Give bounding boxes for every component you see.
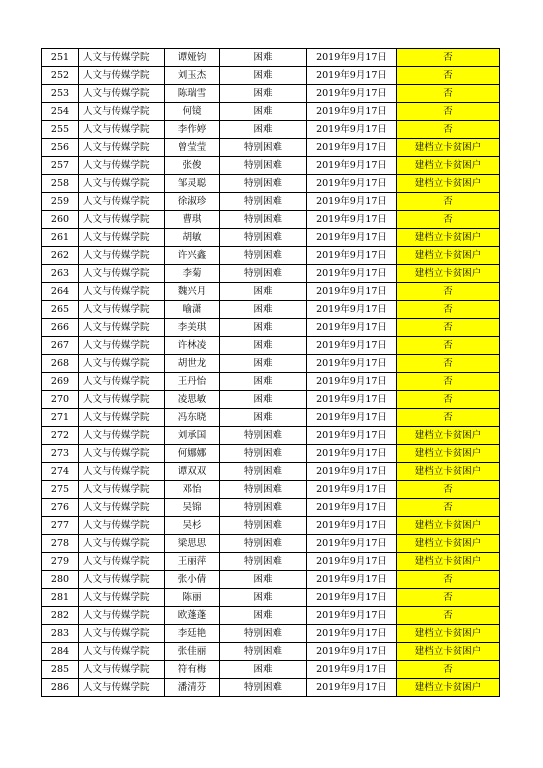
table-row <box>42 589 500 607</box>
date-cell: 2019年9月17日 <box>307 139 397 157</box>
difficulty-level-cell: 特别困难 <box>220 445 307 463</box>
college-cell: 人文与传媒学院 <box>79 679 165 697</box>
difficulty-level-cell: 困难 <box>220 319 307 337</box>
row-number-cell: 285 <box>42 661 79 679</box>
table-row <box>42 679 500 697</box>
table-row <box>42 427 500 445</box>
poverty-status-cell: 建档立卡贫困户 <box>397 427 500 445</box>
difficulty-level-cell: 特别困难 <box>220 553 307 571</box>
difficulty-level-cell: 特别困难 <box>220 625 307 643</box>
poverty-status-cell: 否 <box>397 481 500 499</box>
row-number-cell: 283 <box>42 625 79 643</box>
poverty-status-cell: 否 <box>397 607 500 625</box>
row-number-cell: 286 <box>42 679 79 697</box>
difficulty-level-cell: 困难 <box>220 409 307 427</box>
table-row <box>42 535 500 553</box>
difficulty-level-cell: 困难 <box>220 661 307 679</box>
poverty-status-cell: 否 <box>397 67 500 85</box>
row-number-cell: 277 <box>42 517 79 535</box>
table-row <box>42 607 500 625</box>
row-number-cell: 276 <box>42 499 79 517</box>
date-cell: 2019年9月17日 <box>307 589 397 607</box>
row-number-cell: 278 <box>42 535 79 553</box>
student-name-cell: 吴杉 <box>165 517 220 535</box>
college-cell: 人文与传媒学院 <box>79 139 165 157</box>
date-cell: 2019年9月17日 <box>307 679 397 697</box>
college-cell: 人文与传媒学院 <box>79 373 165 391</box>
poverty-status-cell: 建档立卡贫困户 <box>397 517 500 535</box>
college-cell: 人文与传媒学院 <box>79 625 165 643</box>
date-cell: 2019年9月17日 <box>307 49 397 67</box>
table-row <box>42 463 500 481</box>
college-cell: 人文与传媒学院 <box>79 229 165 247</box>
college-cell: 人文与传媒学院 <box>79 121 165 139</box>
difficulty-level-cell: 困难 <box>220 337 307 355</box>
table-row <box>42 409 500 427</box>
poverty-status-cell: 建档立卡贫困户 <box>397 625 500 643</box>
difficulty-level-cell: 困难 <box>220 49 307 67</box>
difficulty-level-cell: 特别困难 <box>220 517 307 535</box>
date-cell: 2019年9月17日 <box>307 319 397 337</box>
student-name-cell: 何镜 <box>165 103 220 121</box>
row-number-cell: 254 <box>42 103 79 121</box>
date-cell: 2019年9月17日 <box>307 463 397 481</box>
table-row <box>42 391 500 409</box>
college-cell: 人文与传媒学院 <box>79 157 165 175</box>
college-cell: 人文与传媒学院 <box>79 427 165 445</box>
date-cell: 2019年9月17日 <box>307 517 397 535</box>
table-row <box>42 193 500 211</box>
poverty-status-cell: 否 <box>397 499 500 517</box>
difficulty-level-cell: 困难 <box>220 373 307 391</box>
row-number-cell: 279 <box>42 553 79 571</box>
college-cell: 人文与传媒学院 <box>79 445 165 463</box>
poverty-status-cell: 否 <box>397 283 500 301</box>
student-name-cell: 魏兴月 <box>165 283 220 301</box>
college-cell: 人文与传媒学院 <box>79 283 165 301</box>
row-number-cell: 252 <box>42 67 79 85</box>
date-cell: 2019年9月17日 <box>307 229 397 247</box>
student-name-cell: 潘清芬 <box>165 679 220 697</box>
date-cell: 2019年9月17日 <box>307 283 397 301</box>
table-row <box>42 661 500 679</box>
date-cell: 2019年9月17日 <box>307 265 397 283</box>
table-row <box>42 625 500 643</box>
student-name-cell: 陈丽 <box>165 589 220 607</box>
college-cell: 人文与传媒学院 <box>79 643 165 661</box>
date-cell: 2019年9月17日 <box>307 121 397 139</box>
date-cell: 2019年9月17日 <box>307 553 397 571</box>
row-number-cell: 264 <box>42 283 79 301</box>
student-name-cell: 王丽萍 <box>165 553 220 571</box>
table-row <box>42 139 500 157</box>
date-cell: 2019年9月17日 <box>307 157 397 175</box>
poverty-status-cell: 否 <box>397 661 500 679</box>
student-aid-table <box>41 48 500 697</box>
college-cell: 人文与传媒学院 <box>79 535 165 553</box>
student-name-cell: 刘承国 <box>165 427 220 445</box>
row-number-cell: 274 <box>42 463 79 481</box>
student-name-cell: 王丹怡 <box>165 373 220 391</box>
student-name-cell: 徐淑珍 <box>165 193 220 211</box>
poverty-status-cell: 否 <box>397 571 500 589</box>
difficulty-level-cell: 特别困难 <box>220 211 307 229</box>
table-row <box>42 445 500 463</box>
student-name-cell: 胡世龙 <box>165 355 220 373</box>
row-number-cell: 260 <box>42 211 79 229</box>
row-number-cell: 257 <box>42 157 79 175</box>
poverty-status-cell: 建档立卡贫困户 <box>397 265 500 283</box>
date-cell: 2019年9月17日 <box>307 571 397 589</box>
difficulty-level-cell: 困难 <box>220 67 307 85</box>
student-name-cell: 凌思敏 <box>165 391 220 409</box>
difficulty-level-cell: 困难 <box>220 103 307 121</box>
difficulty-level-cell: 特别困难 <box>220 427 307 445</box>
table-row <box>42 283 500 301</box>
row-number-cell: 267 <box>42 337 79 355</box>
date-cell: 2019年9月17日 <box>307 301 397 319</box>
table-row <box>42 157 500 175</box>
row-number-cell: 258 <box>42 175 79 193</box>
table-row <box>42 103 500 121</box>
college-cell: 人文与传媒学院 <box>79 481 165 499</box>
difficulty-level-cell: 困难 <box>220 571 307 589</box>
table-row <box>42 481 500 499</box>
poverty-status-cell: 建档立卡贫困户 <box>397 175 500 193</box>
poverty-status-cell: 建档立卡贫困户 <box>397 247 500 265</box>
date-cell: 2019年9月17日 <box>307 337 397 355</box>
poverty-status-cell: 否 <box>397 355 500 373</box>
row-number-cell: 275 <box>42 481 79 499</box>
date-cell: 2019年9月17日 <box>307 499 397 517</box>
row-number-cell: 280 <box>42 571 79 589</box>
row-number-cell: 266 <box>42 319 79 337</box>
student-name-cell: 李菊 <box>165 265 220 283</box>
student-name-cell: 吴锦 <box>165 499 220 517</box>
table-row <box>42 229 500 247</box>
student-name-cell: 邓怡 <box>165 481 220 499</box>
difficulty-level-cell: 困难 <box>220 301 307 319</box>
difficulty-level-cell: 特别困难 <box>220 229 307 247</box>
table-body <box>42 49 500 697</box>
table-row <box>42 49 500 67</box>
table-row <box>42 301 500 319</box>
date-cell: 2019年9月17日 <box>307 625 397 643</box>
row-number-cell: 253 <box>42 85 79 103</box>
college-cell: 人文与传媒学院 <box>79 517 165 535</box>
difficulty-level-cell: 特别困难 <box>220 499 307 517</box>
date-cell: 2019年9月17日 <box>307 211 397 229</box>
poverty-status-cell: 否 <box>397 337 500 355</box>
student-name-cell: 刘玉杰 <box>165 67 220 85</box>
poverty-status-cell: 建档立卡贫困户 <box>397 157 500 175</box>
table-row <box>42 211 500 229</box>
student-name-cell: 曾莹莹 <box>165 139 220 157</box>
row-number-cell: 251 <box>42 49 79 67</box>
difficulty-level-cell: 特别困难 <box>220 193 307 211</box>
difficulty-level-cell: 特别困难 <box>220 463 307 481</box>
date-cell: 2019年9月17日 <box>307 445 397 463</box>
poverty-status-cell: 否 <box>397 409 500 427</box>
student-name-cell: 冯东晓 <box>165 409 220 427</box>
college-cell: 人文与传媒学院 <box>79 607 165 625</box>
poverty-status-cell: 否 <box>397 391 500 409</box>
row-number-cell: 284 <box>42 643 79 661</box>
college-cell: 人文与传媒学院 <box>79 661 165 679</box>
row-number-cell: 271 <box>42 409 79 427</box>
student-name-cell: 李作婷 <box>165 121 220 139</box>
poverty-status-cell: 建档立卡贫困户 <box>397 445 500 463</box>
student-name-cell: 谭娅钧 <box>165 49 220 67</box>
college-cell: 人文与传媒学院 <box>79 409 165 427</box>
difficulty-level-cell: 困难 <box>220 85 307 103</box>
date-cell: 2019年9月17日 <box>307 607 397 625</box>
table-row <box>42 85 500 103</box>
student-name-cell: 何娜娜 <box>165 445 220 463</box>
table-row <box>42 571 500 589</box>
difficulty-level-cell: 困难 <box>220 607 307 625</box>
date-cell: 2019年9月17日 <box>307 355 397 373</box>
student-name-cell: 曹琪 <box>165 211 220 229</box>
row-number-cell: 256 <box>42 139 79 157</box>
poverty-status-cell: 建档立卡贫困户 <box>397 535 500 553</box>
table-row <box>42 319 500 337</box>
table-row <box>42 373 500 391</box>
college-cell: 人文与传媒学院 <box>79 337 165 355</box>
student-name-cell: 喻潇 <box>165 301 220 319</box>
difficulty-level-cell: 特别困难 <box>220 139 307 157</box>
difficulty-level-cell: 特别困难 <box>220 535 307 553</box>
student-name-cell: 胡敏 <box>165 229 220 247</box>
poverty-status-cell: 建档立卡贫困户 <box>397 643 500 661</box>
poverty-status-cell: 否 <box>397 319 500 337</box>
row-number-cell: 273 <box>42 445 79 463</box>
date-cell: 2019年9月17日 <box>307 661 397 679</box>
date-cell: 2019年9月17日 <box>307 193 397 211</box>
college-cell: 人文与传媒学院 <box>79 301 165 319</box>
difficulty-level-cell: 特别困难 <box>220 157 307 175</box>
college-cell: 人文与传媒学院 <box>79 553 165 571</box>
table-row <box>42 337 500 355</box>
table-row <box>42 121 500 139</box>
difficulty-level-cell: 困难 <box>220 355 307 373</box>
poverty-status-cell: 建档立卡贫困户 <box>397 553 500 571</box>
student-name-cell: 邹灵聪 <box>165 175 220 193</box>
date-cell: 2019年9月17日 <box>307 103 397 121</box>
poverty-status-cell: 建档立卡贫困户 <box>397 139 500 157</box>
difficulty-level-cell: 困难 <box>220 283 307 301</box>
student-name-cell: 符有梅 <box>165 661 220 679</box>
poverty-status-cell: 否 <box>397 85 500 103</box>
difficulty-level-cell: 特别困难 <box>220 265 307 283</box>
table-row <box>42 517 500 535</box>
table-row <box>42 355 500 373</box>
college-cell: 人文与传媒学院 <box>79 499 165 517</box>
row-number-cell: 272 <box>42 427 79 445</box>
table-row <box>42 247 500 265</box>
date-cell: 2019年9月17日 <box>307 247 397 265</box>
row-number-cell: 263 <box>42 265 79 283</box>
difficulty-level-cell: 特别困难 <box>220 247 307 265</box>
college-cell: 人文与传媒学院 <box>79 175 165 193</box>
date-cell: 2019年9月17日 <box>307 67 397 85</box>
table-row <box>42 553 500 571</box>
date-cell: 2019年9月17日 <box>307 409 397 427</box>
table-row <box>42 499 500 517</box>
college-cell: 人文与传媒学院 <box>79 67 165 85</box>
college-cell: 人文与传媒学院 <box>79 589 165 607</box>
college-cell: 人文与传媒学院 <box>79 193 165 211</box>
student-name-cell: 欧蓬蓬 <box>165 607 220 625</box>
poverty-status-cell: 否 <box>397 211 500 229</box>
table-row <box>42 643 500 661</box>
difficulty-level-cell: 困难 <box>220 589 307 607</box>
poverty-status-cell: 否 <box>397 301 500 319</box>
row-number-cell: 262 <box>42 247 79 265</box>
college-cell: 人文与传媒学院 <box>79 265 165 283</box>
college-cell: 人文与传媒学院 <box>79 571 165 589</box>
college-cell: 人文与传媒学院 <box>79 247 165 265</box>
student-name-cell: 许林凌 <box>165 337 220 355</box>
college-cell: 人文与传媒学院 <box>79 319 165 337</box>
row-number-cell: 261 <box>42 229 79 247</box>
date-cell: 2019年9月17日 <box>307 535 397 553</box>
date-cell: 2019年9月17日 <box>307 85 397 103</box>
student-name-cell: 谭双双 <box>165 463 220 481</box>
student-name-cell: 张佳丽 <box>165 643 220 661</box>
row-number-cell: 255 <box>42 121 79 139</box>
college-cell: 人文与传媒学院 <box>79 211 165 229</box>
difficulty-level-cell: 困难 <box>220 391 307 409</box>
poverty-status-cell: 否 <box>397 373 500 391</box>
poverty-status-cell: 否 <box>397 193 500 211</box>
difficulty-level-cell: 特别困难 <box>220 481 307 499</box>
table-row <box>42 175 500 193</box>
difficulty-level-cell: 特别困难 <box>220 643 307 661</box>
date-cell: 2019年9月17日 <box>307 481 397 499</box>
date-cell: 2019年9月17日 <box>307 373 397 391</box>
college-cell: 人文与传媒学院 <box>79 463 165 481</box>
date-cell: 2019年9月17日 <box>307 175 397 193</box>
college-cell: 人文与传媒学院 <box>79 85 165 103</box>
row-number-cell: 269 <box>42 373 79 391</box>
row-number-cell: 268 <box>42 355 79 373</box>
difficulty-level-cell: 困难 <box>220 121 307 139</box>
student-name-cell: 梁思思 <box>165 535 220 553</box>
difficulty-level-cell: 特别困难 <box>220 175 307 193</box>
date-cell: 2019年9月17日 <box>307 643 397 661</box>
difficulty-level-cell: 特别困难 <box>220 679 307 697</box>
college-cell: 人文与传媒学院 <box>79 103 165 121</box>
poverty-status-cell: 建档立卡贫困户 <box>397 679 500 697</box>
student-name-cell: 陈瑞雪 <box>165 85 220 103</box>
student-name-cell: 李廷艳 <box>165 625 220 643</box>
poverty-status-cell: 建档立卡贫困户 <box>397 229 500 247</box>
poverty-status-cell: 否 <box>397 121 500 139</box>
poverty-status-cell: 否 <box>397 589 500 607</box>
college-cell: 人文与传媒学院 <box>79 391 165 409</box>
table-row <box>42 67 500 85</box>
row-number-cell: 265 <box>42 301 79 319</box>
row-number-cell: 282 <box>42 607 79 625</box>
student-name-cell: 张小倩 <box>165 571 220 589</box>
row-number-cell: 259 <box>42 193 79 211</box>
student-name-cell: 李美琪 <box>165 319 220 337</box>
student-name-cell: 许兴鑫 <box>165 247 220 265</box>
college-cell: 人文与传媒学院 <box>79 49 165 67</box>
table-row <box>42 265 500 283</box>
student-name-cell: 张俊 <box>165 157 220 175</box>
poverty-status-cell: 否 <box>397 49 500 67</box>
poverty-status-cell: 否 <box>397 103 500 121</box>
date-cell: 2019年9月17日 <box>307 391 397 409</box>
row-number-cell: 281 <box>42 589 79 607</box>
poverty-status-cell: 建档立卡贫困户 <box>397 463 500 481</box>
date-cell: 2019年9月17日 <box>307 427 397 445</box>
college-cell: 人文与传媒学院 <box>79 355 165 373</box>
row-number-cell: 270 <box>42 391 79 409</box>
